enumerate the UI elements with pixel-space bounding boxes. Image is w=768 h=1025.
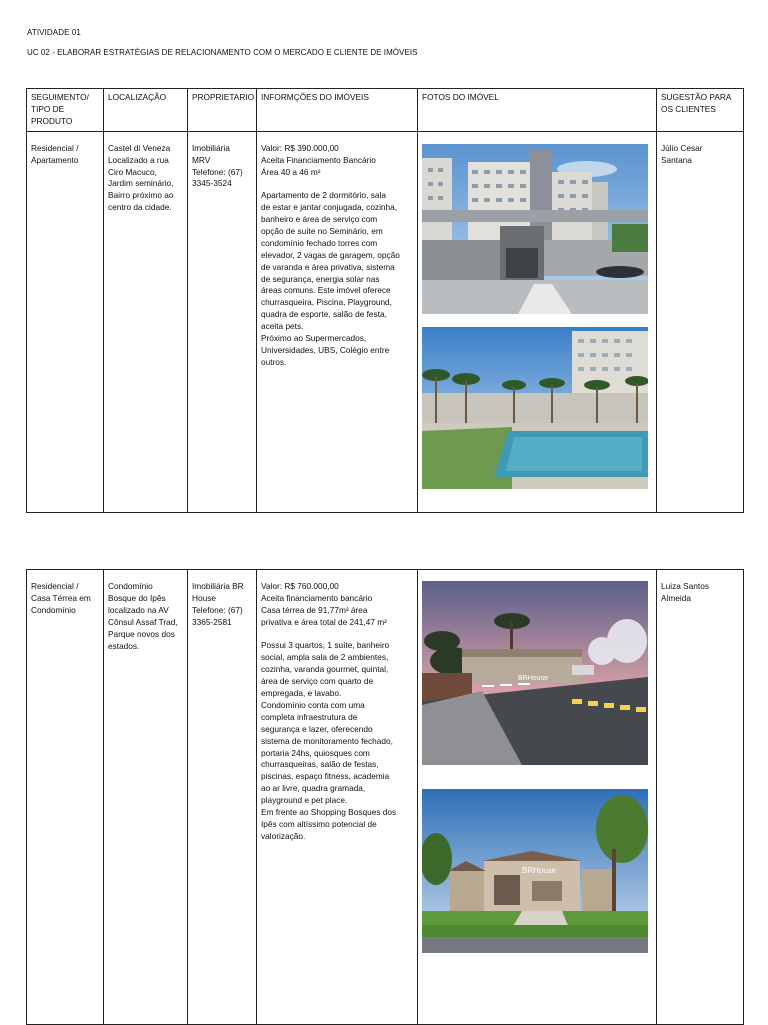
header-owner-label: PROPRIETARIO (192, 92, 255, 102)
cell-client (657, 570, 744, 1025)
photo-logo-text: BRHouse (518, 675, 548, 682)
document-subtitle: UC 02 - ELABORAR ESTRATÉGIAS DE RELACIONAMENTO COM O MERCADO E CLIENTE DE IMÓVEIS (27, 48, 418, 57)
photo-building-exterior (422, 144, 648, 314)
header-photos (418, 89, 657, 132)
owner-text: Imobiliária MRV Telefone: (67) 3345-3524 (192, 142, 243, 189)
photo-house-front (422, 789, 648, 953)
header-photos-label: FOTOS DO IMÓVEL (422, 92, 499, 102)
cell-photos (418, 131, 657, 512)
location-text: Castel di Veneza Localizado a rua Ciro Macuco, Jardim seminário, Bairro próximo ao centro da cidade. (108, 142, 174, 213)
owner-text: Imobiliária BR House Telefone: (67) 3365-2581 (192, 581, 244, 627)
cell-info (257, 570, 418, 1025)
table-header-row (27, 89, 744, 132)
table-row (27, 570, 744, 1025)
photo-pool-area (422, 327, 648, 489)
cell-segment (27, 570, 104, 1025)
header-location (104, 89, 188, 132)
cell-segment (27, 131, 104, 512)
cell-owner (188, 570, 257, 1025)
cell-client (657, 131, 744, 512)
header-client (657, 89, 744, 132)
header-location-label: LOCALIZAÇÃO (108, 92, 167, 102)
document-title: ATIVIDADE 01 (27, 28, 81, 37)
cell-info (257, 131, 418, 512)
header-segment (27, 89, 104, 132)
location-text: Condomínio Bosque do Ipês localizado na AV Cônsul Assaf Trad, Parque novos dos estados. (108, 581, 178, 651)
info-price-block: Valor: R$ 390.000,00 Aceita Financiamento Bancário Área 40 a 46 m² (261, 142, 376, 177)
info-description: Possui 3 quartos, 1 suíte, banheiro social, ampla sala de 2 ambientes, cozinha, varanda gourmet, quintal, área de serviço com quarto de empregada, e lavabo. Condomínio conta com uma completa infraestrutura de segurança e lazer, oferecendo sistema de monitoramento fechado, portaria 24hs, quiosques com churrasqueiras, salão de festas, piscinas, espaço fitness, academia ao ar livre, quadra gramada, playground e pet place. Em frente ao Shopping Bosques dos Ipês com altíssimo potencial de valorização. (261, 640, 397, 841)
info-price-block: Valor: R$ 760.000,00 Aceita financiamento bancário Casa térrea de 91,77m² área privativa e área total de 241,47 m² (261, 581, 387, 627)
header-info (257, 89, 418, 132)
cell-owner (188, 131, 257, 512)
info-description: Apartamento de 2 dormitório, sala de estar e jantar conjugada, cozinha, banheiro e área de serviço com opção de suíte no Seminário, em condomínio fechado torres com elevador, 2 vagas de garagem, opção de varanda e área privativa, sistema de segurança, energia solar nas áreas comuns. Este imóvel oferece churrasqueira, Piscina, Playground, quadra de esporte, salão de festa, aceita pets. Próximo ao Supermercados, Universidades, UBS, Colégio entre outros. (261, 190, 400, 367)
segment-text: Residencial / Casa Térrea em Condomínio (31, 581, 91, 615)
header-owner (188, 89, 257, 132)
property-table-1 (26, 88, 744, 513)
photo-logo-text: BRHouse (522, 866, 557, 875)
header-info-label: INFORMÇÕES DO IMÓVEIS (261, 92, 369, 102)
client-text: Júlio Cesar Santana (661, 142, 703, 165)
segment-text: Residencial / Apartamento (31, 142, 79, 165)
photo-condo-entrance (422, 581, 648, 765)
property-table-2 (26, 569, 744, 1025)
cell-location (104, 131, 188, 512)
cell-photos (418, 570, 657, 1025)
header-segment-label: SEGUIMENTO/ TIPO DE PRODUTO (31, 92, 89, 126)
table-row (27, 131, 744, 512)
cell-location (104, 570, 188, 1025)
client-text: Luiza Santos Almeida (661, 581, 709, 603)
header-client-label: SUGESTÃO PARA OS CLIENTES (661, 92, 732, 114)
